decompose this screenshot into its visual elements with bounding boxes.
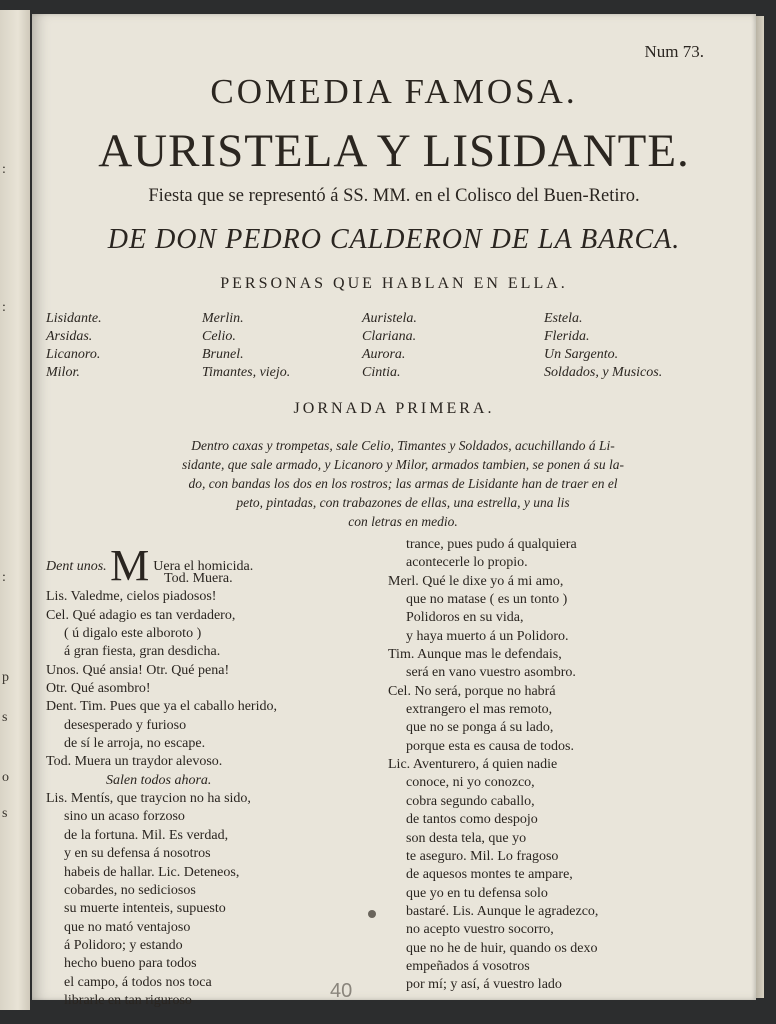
verse-line: el campo, á todos nos toca bbox=[64, 974, 212, 990]
page-edge-right bbox=[756, 16, 764, 998]
verse-line: Polidoros en su vida, bbox=[406, 610, 524, 626]
cast-name: Flerida. bbox=[544, 329, 590, 344]
title-line-2: AURISTELA Y LISIDANTE. bbox=[98, 125, 690, 177]
cast-name: Estela. bbox=[544, 311, 583, 326]
verse-line: por mí; y así, á vuestro lado bbox=[406, 977, 562, 993]
verse-line: Tod. Muera un traydor alevoso. bbox=[46, 754, 223, 770]
stage-direction bbox=[78, 436, 728, 531]
drop-cap: M bbox=[110, 541, 150, 590]
verse-line: son desta tela, que yo bbox=[406, 830, 527, 846]
subtitle: Fiesta que se representó á SS. MM. en el Colisco del Buen-Retiro. bbox=[148, 186, 640, 206]
personas-heading: PERSONAS QUE HABLAN EN ELLA. bbox=[220, 275, 568, 292]
author-line: DE DON PEDRO CALDERON DE LA BARCA. bbox=[107, 224, 681, 255]
stage-direction-line: Dentro caxas y trompetas, sale Celio, Timantes y Soldados, acuchillando á Li- bbox=[191, 438, 615, 453]
verse-line: de la fortuna. Mil. Es verdad, bbox=[64, 827, 229, 843]
verse-line: Tod. Muera. bbox=[164, 571, 233, 586]
stage-direction-line: do, con bandas los dos en los rostros; las armas de Lisidante han de traer en el bbox=[188, 476, 618, 491]
cast-name: Lisidante. bbox=[46, 311, 102, 326]
pencil-note: 40 bbox=[330, 980, 353, 1002]
verse-line: que no se ponga á su lado, bbox=[406, 720, 554, 736]
cast-name: Brunel. bbox=[202, 347, 244, 362]
left-page-mark: s bbox=[2, 710, 8, 725]
verse-line: Dent. Tim. Pues que ya el caballo herido, bbox=[46, 699, 277, 715]
verse-line: Cel. No será, porque no habrá bbox=[388, 683, 556, 699]
ink-spot bbox=[368, 910, 376, 918]
verse-line: empeñados á vosotros bbox=[406, 958, 530, 974]
cast-column-1 bbox=[46, 310, 102, 382]
jornada-heading: JORNADA PRIMERA. bbox=[293, 400, 495, 417]
left-page-edge bbox=[0, 10, 30, 1010]
left-page-mark: s bbox=[2, 806, 8, 821]
verse-line: acontecerle lo propio. bbox=[406, 555, 528, 571]
cast-name: Merlin. bbox=[202, 311, 244, 326]
cast-name: Licanoro. bbox=[46, 347, 101, 362]
verse-line: que no he de huir, quando os dexo bbox=[406, 940, 598, 956]
verse-line: que yo en tu defensa solo bbox=[406, 885, 548, 901]
verse-line: Tim. Aunque mas le defendais, bbox=[388, 647, 562, 663]
printed-page bbox=[32, 14, 756, 1008]
cast-column-4 bbox=[544, 310, 662, 382]
stage-direction-line: sidante, que sale armado, y Licanoro y Milor, armados tambien, se ponen á su la- bbox=[182, 457, 624, 472]
cast-column-2 bbox=[202, 310, 290, 382]
verse-line: conoce, ni yo conozco, bbox=[406, 775, 535, 791]
verse-line: porque esta es causa de todos. bbox=[406, 738, 574, 754]
cast-name: Cintia. bbox=[362, 365, 401, 380]
verse-line: y haya muerto á un Polidoro. bbox=[406, 628, 569, 644]
stage-direction-line: con letras en medio. bbox=[348, 514, 458, 529]
verse-line: Uera el homicida. bbox=[153, 559, 254, 574]
verse-line: Lis. Valedme, cielos piadosos! bbox=[46, 589, 217, 605]
verse-line: hecho bueno para todos bbox=[64, 956, 197, 972]
cast-name: Un Sargento. bbox=[544, 347, 619, 362]
verse-line: no acepto vuestro socorro, bbox=[406, 922, 554, 938]
verse-line: Lic. Aventurero, á quien nadie bbox=[388, 757, 558, 773]
left-page-mark: o bbox=[2, 770, 9, 785]
right-text-column bbox=[388, 536, 728, 995]
verse-line: te aseguro. Mil. Lo fragoso bbox=[406, 848, 559, 864]
verse-line: cobardes, no sediciosos bbox=[64, 882, 196, 898]
verse-line: habeis de hallar. Lic. Deteneos, bbox=[64, 864, 240, 880]
page-number: Num 73. bbox=[644, 42, 704, 61]
cast-name: Aurora. bbox=[362, 347, 406, 362]
verse-line: que no matase ( es un tonto ) bbox=[406, 592, 568, 608]
cast-name: Auristela. bbox=[362, 311, 417, 326]
verse-line: ( ú digalo este alboroto ) bbox=[64, 626, 202, 642]
verse-line: Lis. Mentís, que traycion no ha sido, bbox=[46, 791, 251, 807]
verse-line: librarle en tan riguroso bbox=[64, 992, 192, 1008]
verse-line: sino un acaso forzoso bbox=[64, 809, 185, 825]
cast-name: Timantes, viejo. bbox=[202, 365, 291, 380]
verse-line: y en su defensa á nosotros bbox=[64, 846, 211, 862]
verse-line: que no mató ventajoso bbox=[64, 919, 191, 935]
left-verse-lines bbox=[46, 588, 376, 1010]
right-verse-lines bbox=[388, 536, 728, 995]
verse-line: Merl. Qué le dixe yo á mi amo, bbox=[388, 573, 564, 589]
cast-name: Arsidas. bbox=[46, 329, 93, 344]
verse-line: á Polidoro; y estando bbox=[64, 937, 183, 953]
verse-line: de aquesos montes te ampare, bbox=[406, 867, 573, 883]
verse-line: de sí le arroja, no escape. bbox=[64, 736, 206, 752]
verse-line: será en vano vuestro asombro. bbox=[406, 665, 576, 681]
verse-line: trance, pues pudo á qualquiera bbox=[406, 537, 577, 552]
stage-direction-line: peto, pintadas, con trabazones de ellas, una estrella, y una lis bbox=[236, 495, 570, 510]
verse-line: desesperado y furioso bbox=[64, 717, 187, 733]
verse-line: cobra segundo caballo, bbox=[406, 793, 535, 809]
cast-name: Clariana. bbox=[362, 329, 417, 344]
verse-line: Salen todos ahora. bbox=[106, 772, 212, 788]
left-page-mark: : bbox=[2, 162, 6, 177]
cast-name: Milor. bbox=[46, 365, 80, 380]
verse-line: extrangero el mas remoto, bbox=[406, 702, 553, 718]
cast-name: Celio. bbox=[202, 329, 236, 344]
verse-line: bastaré. Lis. Aunque le agradezco, bbox=[406, 903, 599, 919]
verse-line: Cel. Qué adagio es tan verdadero, bbox=[46, 607, 236, 623]
cast-name: Soldados, y Musicos. bbox=[544, 365, 663, 380]
left-text-column bbox=[46, 541, 376, 1010]
speaker: Dent unos. bbox=[46, 559, 107, 574]
verse-line: su muerte intenteis, supuesto bbox=[64, 901, 226, 917]
left-page-mark: : bbox=[2, 300, 6, 315]
title-line-1: COMEDIA FAMOSA. bbox=[210, 72, 578, 111]
verse-line: á gran fiesta, gran desdicha. bbox=[64, 644, 221, 660]
cast-column-3 bbox=[362, 310, 417, 382]
verse-line: Otr. Qué asombro! bbox=[46, 681, 151, 697]
verse-line: Unos. Qué ansia! Otr. Qué pena! bbox=[46, 662, 230, 678]
left-page-mark: p bbox=[2, 670, 9, 685]
verse-line: de tantos como despojo bbox=[406, 812, 538, 828]
left-page-mark: : bbox=[2, 570, 6, 585]
